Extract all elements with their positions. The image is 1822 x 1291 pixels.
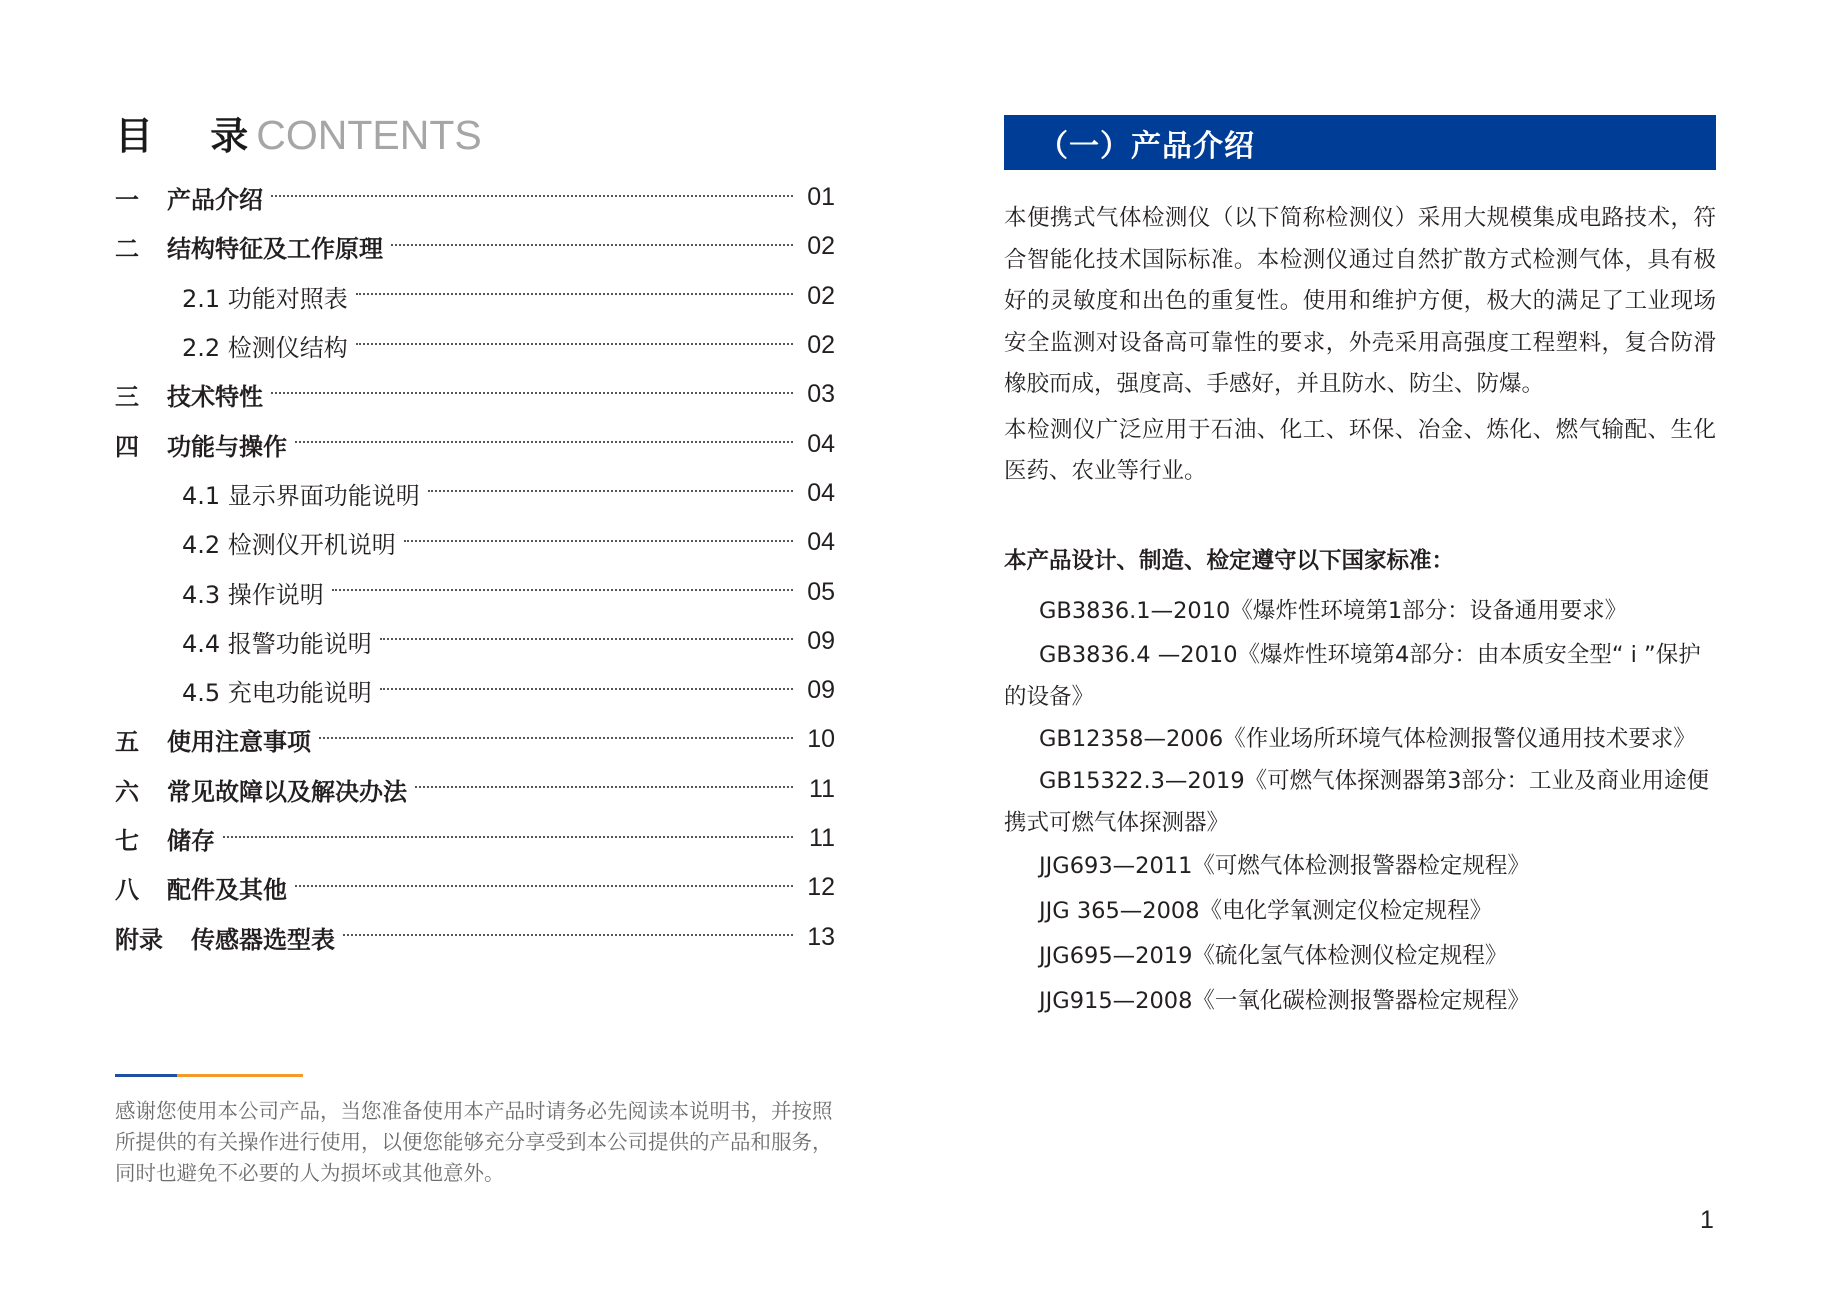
standard-item: GB3836.1—2010《爆炸性环境第1部分：设备通用要求》 (1039, 597, 1628, 624)
toc-dot-leader (295, 441, 793, 443)
standard-item: JJG695—2019《硫化氢气体检测仪检定规程》 (1039, 942, 1508, 969)
standard-item: JJG693—2011《可燃气体检测报警器检定规程》 (1039, 852, 1530, 879)
toc-entry[interactable] (115, 863, 835, 912)
toc-entry-label: 传感器选型表 (191, 925, 335, 954)
toc-entry-page: 02 (807, 281, 835, 310)
toc-dot-leader (295, 885, 793, 887)
standard-item: JJG915—2008《一氧化碳检测报警器检定规程》 (1039, 987, 1530, 1014)
toc-dot-leader (428, 490, 793, 492)
toc-dot-leader (391, 244, 793, 246)
toc-dot-leader (271, 195, 793, 197)
toc-entry-label: 技术特性 (167, 383, 263, 412)
toc-dot-leader (415, 786, 793, 788)
toc-entry-label: 4.1 显示界面功能说明 (182, 481, 420, 510)
toc-entry-label: 结构特征及工作原理 (167, 235, 383, 264)
accent-divider-orange (177, 1074, 303, 1077)
standard-item: JJG 365—2008《电化学氧测定仪检定规程》 (1039, 897, 1493, 924)
toc-entry-label: 常见故障以及解决办法 (167, 777, 407, 806)
toc-title-chinese: 目 录 (115, 114, 271, 158)
application-paragraph: 本检测仪广泛应用于石油、化工、环保、冶金、炼化、燃气输配、生化医药、农业等行业。 (1004, 416, 1716, 484)
toc-entry-number: 附录 (115, 925, 163, 954)
toc-entry-page: 12 (807, 873, 835, 902)
standards-list (1004, 589, 1716, 1024)
toc-entry-page: 04 (807, 478, 835, 507)
toc-entry[interactable] (115, 173, 835, 222)
toc-entry-page: 13 (807, 922, 835, 951)
toc-entry-page: 09 (807, 676, 835, 705)
toc-entry-number: 五 (115, 728, 139, 757)
toc-entry-label: 4.4 报警功能说明 (182, 629, 372, 658)
toc-entry[interactable] (115, 814, 835, 863)
toc-entry-label: 2.2 检测仪结构 (182, 334, 348, 363)
standard-item: GB3836.4 —2010《爆炸性环境第4部分：由本质安全型“ i ”保护的设备》 (1004, 641, 1701, 710)
toc-entry-number: 八 (115, 876, 139, 905)
toc-entry-page: 11 (809, 774, 835, 803)
toc-dot-leader (380, 638, 793, 640)
toc-entry-page: 02 (807, 331, 835, 360)
toc-entry-number: 六 (115, 777, 139, 806)
toc-entry[interactable] (115, 518, 835, 567)
toc-entry-label: 2.1 功能对照表 (182, 284, 348, 313)
toc-dot-leader (404, 540, 793, 542)
toc-entry-page: 01 (807, 183, 835, 212)
toc-entry-number: 七 (115, 827, 139, 855)
toc-entry-number: 二 (115, 235, 139, 264)
toc-dot-leader (332, 589, 793, 591)
toc-entry-label: 功能与操作 (167, 432, 287, 461)
table-of-contents (115, 105, 835, 962)
toc-list (115, 173, 835, 962)
toc-entry-number: 三 (115, 383, 139, 412)
standard-item: GB12358—2006《作业场所环境气体检测报警仪通用技术要求》 (1039, 725, 1696, 752)
toc-entry[interactable] (115, 272, 835, 321)
toc-entry-label: 4.3 操作说明 (182, 580, 324, 609)
intro-paragraph: 本便携式气体检测仪（以下简称检测仪）采用大规模集成电路技术，符合智能化技术国际标准。本检测仪通过自然扩散方式检测气体，具有极好的灵敏度和出色的重复性。使用和维护方便，极大的满足了工业现场安全监测对设备高可靠性的要求，外壳采用高强度工程塑料，复合防滑橡胶而成，强度高、手感好，并且防水、防尘、防爆。 (1004, 205, 1716, 397)
toc-entry-page: 10 (807, 725, 835, 754)
toc-entry-number: 一 (115, 186, 139, 215)
toc-entry[interactable] (115, 715, 835, 764)
toc-entry-label: 使用注意事项 (167, 728, 311, 757)
accent-divider-blue (115, 1074, 177, 1077)
toc-entry-label: 产品介绍 (167, 186, 263, 215)
toc-entry-page: 05 (807, 577, 835, 606)
toc-dot-leader (343, 934, 793, 936)
toc-entry-page: 03 (807, 380, 835, 409)
accent-divider (115, 1074, 303, 1077)
toc-entry[interactable] (115, 419, 835, 468)
toc-entry-label: 4.5 充电功能说明 (182, 679, 372, 708)
toc-entry-page: 04 (807, 429, 835, 458)
toc-entry-page: 09 (807, 626, 835, 655)
toc-entry[interactable] (115, 469, 835, 518)
toc-entry-page: 02 (807, 232, 835, 261)
usage-note: 感谢您使用本公司产品，当您准备使用本产品时请务必先阅读本说明书，并按照所提供的有关操作进行使用，以便您能够充分享受到本公司提供的产品和服务，同时也避免不必要的人为损坏或其他意外。 (115, 1099, 833, 1185)
toc-entry[interactable] (115, 765, 835, 814)
toc-entry-page: 04 (807, 528, 835, 557)
toc-title (115, 105, 835, 169)
product-intro-section (1004, 115, 1716, 1024)
toc-title-english: CONTENTS (256, 112, 482, 158)
toc-entry[interactable] (115, 666, 835, 715)
toc-entry[interactable] (115, 222, 835, 271)
standard-item: GB15322.3—2019《可燃气体探测器第3部分：工业及商业用途便携式可燃气体探测器》 (1004, 767, 1709, 836)
section-banner (1004, 115, 1716, 170)
toc-entry[interactable] (115, 567, 835, 616)
toc-dot-leader (356, 293, 793, 295)
toc-entry[interactable] (115, 617, 835, 666)
toc-dot-leader (223, 836, 793, 838)
toc-dot-leader (271, 392, 793, 394)
page-number: 1 (1700, 1206, 1714, 1234)
toc-entry-page: 11 (809, 824, 835, 852)
toc-entry-number: 四 (115, 432, 139, 461)
toc-dot-leader (356, 343, 793, 345)
toc-dot-leader (319, 737, 793, 739)
toc-entry[interactable] (115, 321, 835, 370)
standards-heading: 本产品设计、制造、检定遵守以下国家标准： (1004, 547, 1455, 574)
section-title: （一）产品介绍 (1038, 128, 1255, 164)
toc-entry[interactable] (115, 912, 835, 961)
toc-entry-label: 4.2 检测仪开机说明 (182, 531, 396, 560)
toc-dot-leader (380, 688, 793, 690)
toc-entry[interactable] (115, 370, 835, 419)
toc-entry-label: 储存 (167, 827, 215, 855)
toc-entry-label: 配件及其他 (167, 876, 287, 905)
